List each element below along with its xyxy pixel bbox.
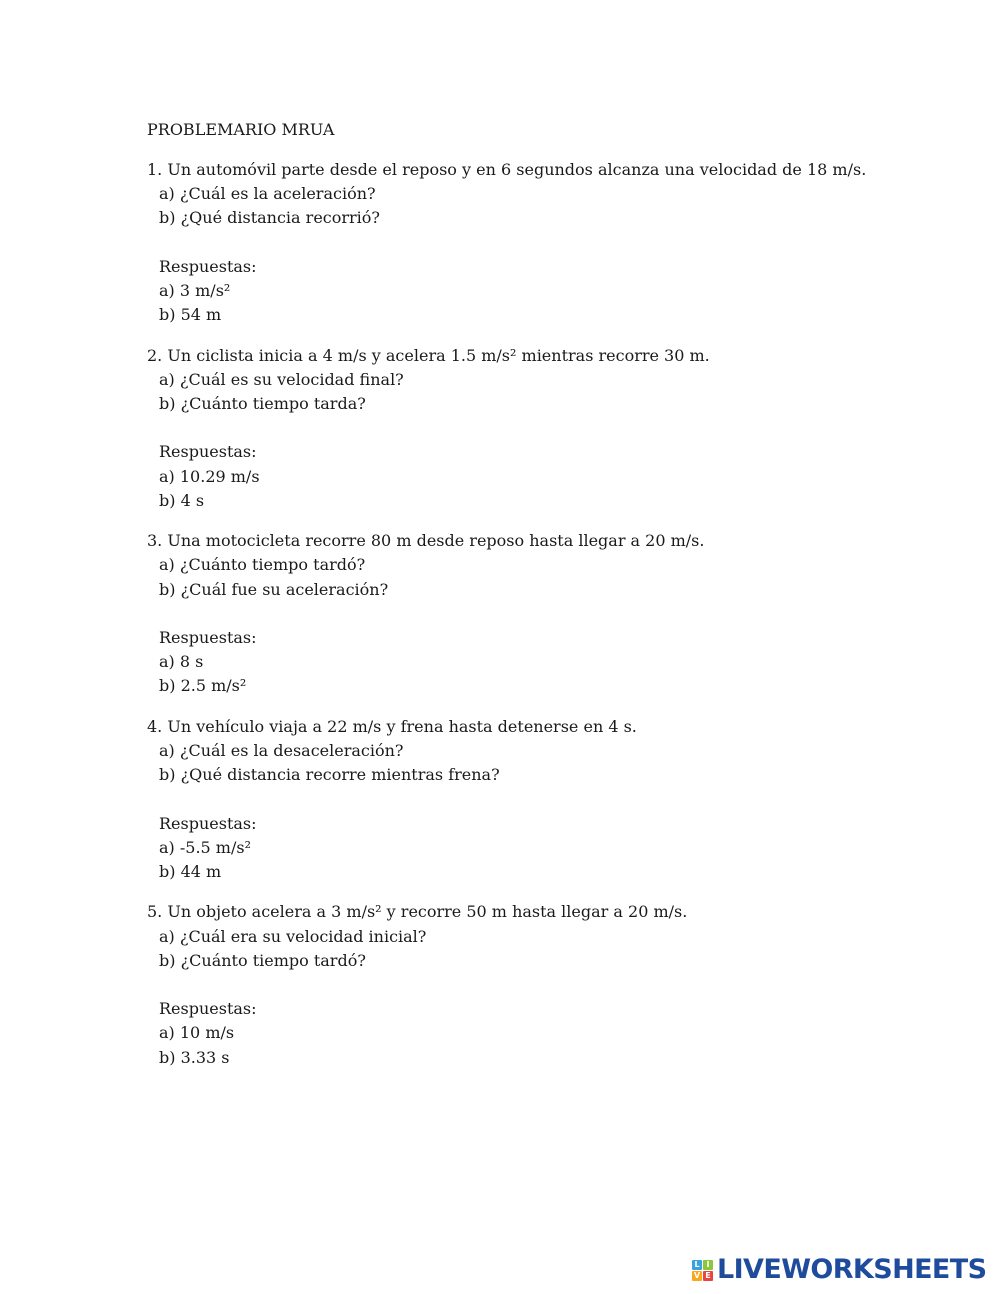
logo-text: LIVEWORKSHEETS: [717, 1254, 987, 1285]
problem-3: [147, 529, 907, 698]
problem-statement: 3. Una motocicleta recorre 80 m desde reposo hasta llegar a 20 m/s.: [147, 531, 705, 551]
logo-mark-letter: V: [693, 1270, 701, 1280]
answer-b: b) 3.33 s: [159, 1047, 230, 1067]
answers-label: Respuestas:: [159, 999, 257, 1019]
blank-line: [147, 231, 907, 255]
blank-line: [147, 973, 907, 997]
liveworksheets-logo: [692, 1255, 986, 1285]
answer-a: a) 3 m/s²: [159, 280, 231, 300]
question-b: b) ¿Qué distancia recorrió?: [159, 208, 381, 228]
problem-1: [147, 158, 907, 327]
problem-2: [147, 344, 907, 513]
logo-mark-letter: L: [692, 1260, 702, 1270]
problem-statement: 2. Un ciclista inicia a 4 m/s y acelera 1.5 m/s² mientras recorre 30 m.: [147, 345, 710, 365]
answer-a: a) 10.29 m/s: [159, 466, 260, 486]
logo-mark-letter: E: [703, 1271, 713, 1281]
question-a: a) ¿Cuál es la desaceleración?: [159, 741, 404, 761]
question-b: b) ¿Qué distancia recorre mientras frena?: [159, 765, 500, 785]
page-title: PROBLEMARIO MRUA: [147, 120, 335, 139]
blank-line: [147, 787, 907, 811]
question-a: a) ¿Cuál era su velocidad inicial?: [159, 926, 427, 946]
worksheet-page: [147, 118, 907, 1086]
question-a: a) ¿Cuál es la aceleración?: [159, 184, 376, 204]
problem-4: [147, 715, 907, 884]
question-b: b) ¿Cuál fue su aceleración?: [159, 579, 389, 599]
answers-label: Respuestas:: [159, 627, 257, 647]
answer-a: a) 8 s: [159, 652, 204, 672]
answers-label: Respuestas:: [159, 256, 257, 276]
question-b: b) ¿Cuánto tiempo tardó?: [159, 950, 366, 970]
answer-b: b) 44 m: [159, 861, 222, 881]
answer-a: a) 10 m/s: [159, 1023, 235, 1043]
question-a: a) ¿Cuánto tiempo tardó?: [159, 555, 366, 575]
logo-mark-letter: I: [703, 1260, 713, 1270]
question-b: b) ¿Cuánto tiempo tarda?: [159, 393, 366, 413]
problem-statement: 4. Un vehículo viaja a 22 m/s y frena hasta detenerse en 4 s.: [147, 716, 637, 736]
answers-label: Respuestas:: [159, 813, 257, 833]
answer-b: b) 4 s: [159, 490, 205, 510]
answer-a: a) -5.5 m/s²: [159, 837, 251, 857]
problem-5: [147, 900, 907, 1069]
question-a: a) ¿Cuál es su velocidad final?: [159, 369, 404, 389]
answers-label: Respuestas:: [159, 442, 257, 462]
answer-b: b) 2.5 m/s²: [159, 676, 247, 696]
problem-statement: 5. Un objeto acelera a 3 m/s² y recorre 50 m hasta llegar a 20 m/s.: [147, 902, 688, 922]
answer-b: b) 54 m: [159, 305, 222, 325]
blank-line: [147, 602, 907, 626]
problem-statement: 1. Un automóvil parte desde el reposo y en 6 segundos alcanza una velocidad de 18 m/s.: [147, 160, 867, 179]
logo-mark-icon: [692, 1260, 713, 1281]
blank-line: [147, 416, 907, 440]
